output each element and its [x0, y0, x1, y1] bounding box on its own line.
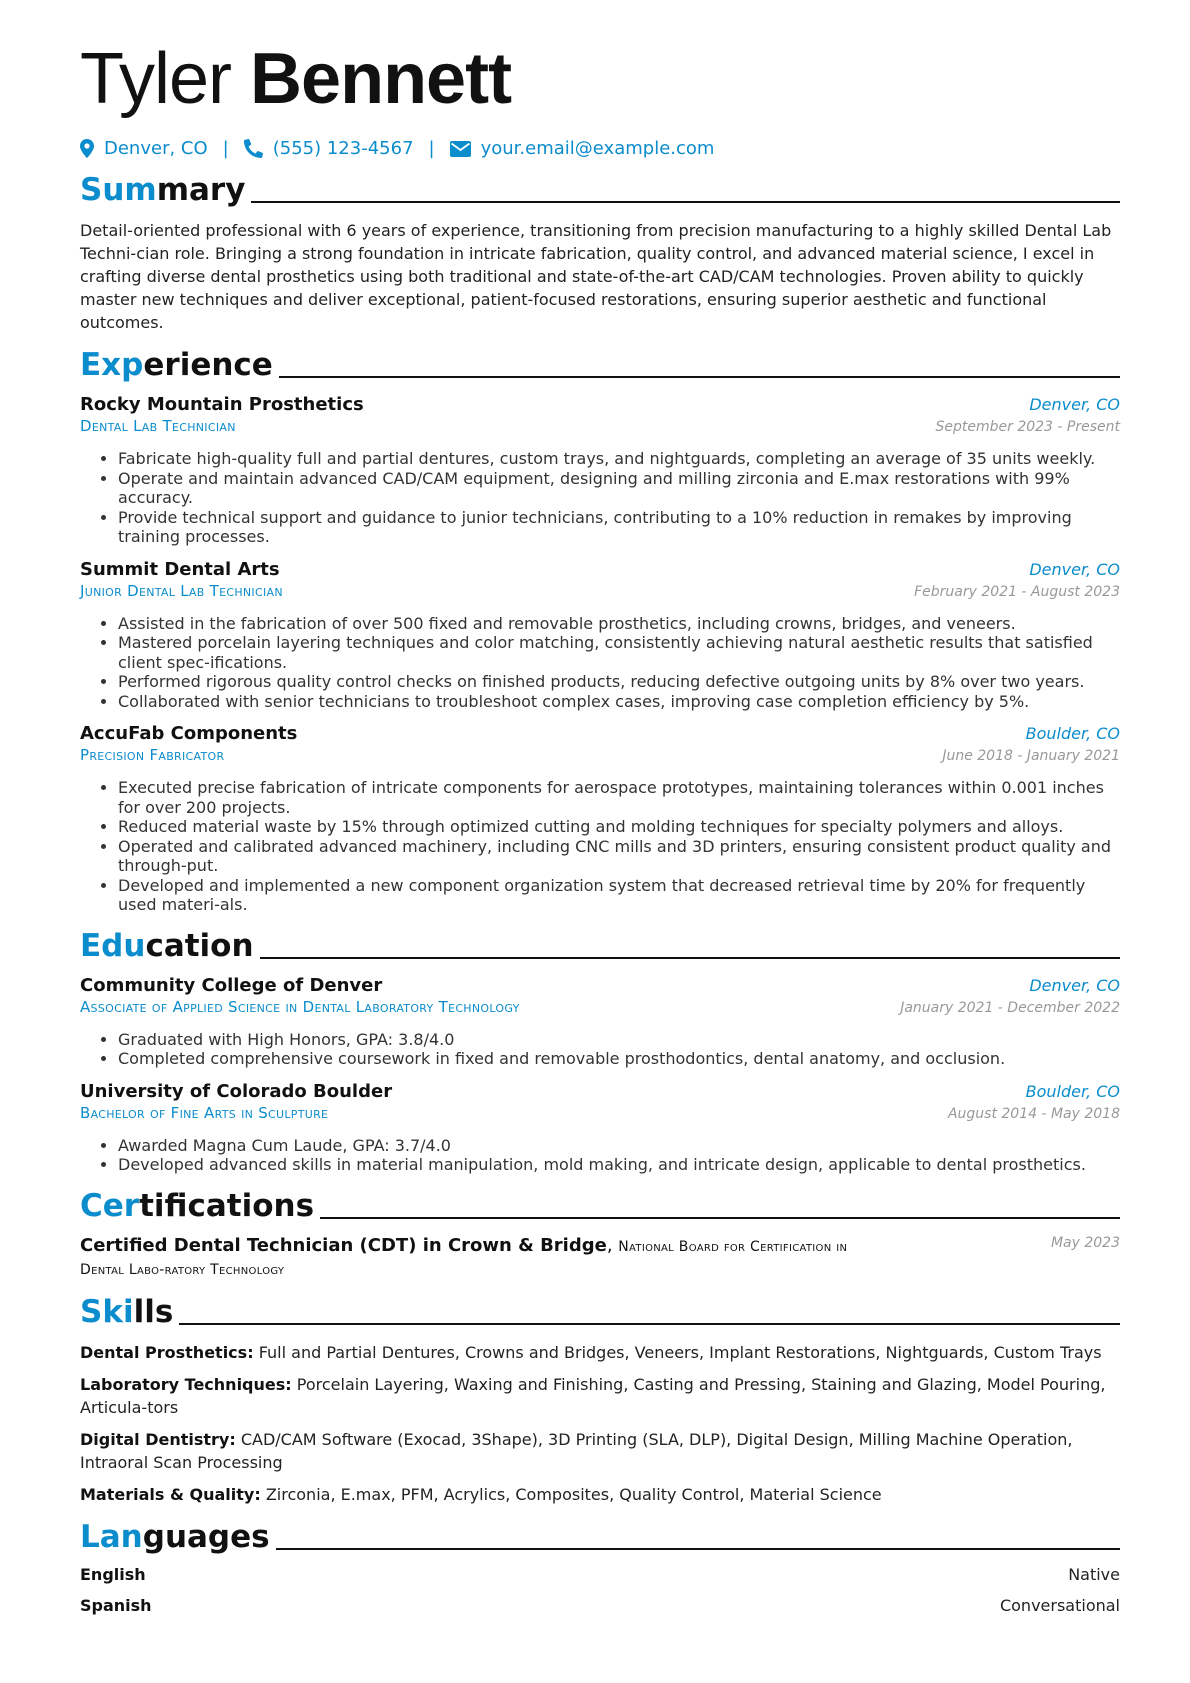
- phone-icon: [244, 139, 263, 158]
- bullet-list: [80, 1136, 1120, 1175]
- candidate-name: [80, 36, 1120, 122]
- language-row: [80, 1564, 1120, 1585]
- skill-values: Full and Partial Dentures, Crowns and Bridges, Veneers, Implant Restorations, Nightguards, Custom Trays: [258, 1342, 1102, 1362]
- employer-name: AccuFab Components: [80, 723, 298, 744]
- heading-accent: Ski: [80, 1293, 134, 1330]
- heading-rule: [279, 376, 1120, 378]
- skill-row: [80, 1373, 1120, 1419]
- language-name: Spanish: [80, 1595, 152, 1615]
- heading-rest: cation: [145, 927, 254, 964]
- heading-rest: lls: [133, 1293, 174, 1330]
- language-row: [80, 1595, 1120, 1616]
- bullet-item: • Assisted in the fabrication of over 500 fixed and removable prosthetics, including crowns, bridges, and veneers.: [118, 614, 1120, 634]
- language-level: Conversational: [999, 1595, 1120, 1615]
- contact-phone[interactable]: [244, 138, 414, 159]
- employer-name: Summit Dental Arts: [80, 558, 280, 580]
- map-pin-icon: [80, 139, 94, 158]
- certification-issuer: National Board for Certification in Dental Labo-ratory Technology: [80, 1238, 848, 1278]
- location-text: Denver, CO: [104, 138, 208, 159]
- bullet-item: • Developed and implemented a new component organization system that decreased retrieval time by 20% for frequently used materi-als.: [118, 876, 1120, 915]
- entry-location: Denver, CO: [1029, 395, 1120, 414]
- heading-rule: [251, 201, 1120, 203]
- heading-rest: tifications: [139, 1187, 315, 1224]
- languages-heading: [80, 1520, 1120, 1554]
- degree-title: Bachelor of Fine Arts in Sculpture: [80, 1103, 329, 1122]
- entry-location: Boulder, CO: [1025, 1081, 1120, 1101]
- heading-accent: Exp: [80, 347, 144, 383]
- heading-accent: Edu: [80, 927, 146, 964]
- bullet-item: • Graduated with High Honors, GPA: 3.8/4.0: [118, 1030, 1120, 1050]
- degree-title: Associate of Applied Science in Dental Laboratory Technology: [80, 997, 520, 1016]
- skill-values: Zirconia, E.max, PFM, Acrylics, Composites, Quality Control, Material Science: [265, 1484, 882, 1504]
- skill-values: Porcelain Layering, Waxing and Finishing, Casting and Pressing, Staining and Glazing, Model Pouring, Articula-tors: [80, 1374, 1106, 1417]
- employer-name: Rocky Mountain Prosthetics: [80, 394, 364, 415]
- bullet-item: • Operate and maintain advanced CAD/CAM equipment, designing and milling zirconia and E.max restorations with 99% accuracy.: [118, 469, 1120, 508]
- contact-location: [80, 138, 208, 159]
- experience-entry: [80, 723, 1120, 915]
- bullet-list: [80, 1030, 1120, 1069]
- heading-rest: guages: [142, 1518, 270, 1555]
- bullet-item: • Mastered porcelain layering techniques and color matching, consistently achieving natural aesthetic results that satisfied client spec-ifications.: [118, 633, 1120, 672]
- certification-name: Certified Dental Technician (CDT) in Crown & Bridge: [80, 1234, 607, 1256]
- contact-email[interactable]: [450, 138, 715, 159]
- bullet-item: • Collaborated with senior technicians to troubleshoot complex cases, improving case completion efficiency by 5%.: [118, 692, 1120, 712]
- bullet-item: • Fabricate high-quality full and partial dentures, custom trays, and nightguards, completing an average of 35 units weekly.: [118, 449, 1120, 469]
- bullet-item: • Developed advanced skills in material manipulation, mold making, and intricate design, applicable to dental prosthetics.: [118, 1155, 1120, 1175]
- entry-location: Denver, CO: [1029, 559, 1120, 579]
- heading-rule: [276, 1548, 1120, 1550]
- heading-accent: Lan: [80, 1518, 143, 1555]
- experience-entry: [80, 559, 1120, 712]
- school-name: Community College of Denver: [80, 974, 383, 996]
- language-name: English: [80, 1564, 146, 1584]
- summary-heading: [80, 173, 1120, 207]
- heading-rule: [320, 1217, 1120, 1219]
- education-entry: [80, 975, 1120, 1069]
- language-level: Native: [1068, 1564, 1120, 1584]
- job-title: Junior Dental Lab Technician: [80, 581, 283, 600]
- school-name: University of Colorado Boulder: [80, 1080, 393, 1102]
- bullet-list: [80, 778, 1120, 915]
- entry-date: February 2021 - August 2023: [914, 583, 1120, 600]
- skill-row: [80, 1341, 1120, 1364]
- entry-date: June 2018 - January 2021: [942, 748, 1120, 764]
- job-title: Precision Fabricator: [80, 746, 225, 764]
- entry-location: Boulder, CO: [1025, 724, 1120, 743]
- email-link: your.email@example.com: [480, 138, 715, 159]
- summary-text: Detail-oriented professional with 6 years of experience, transitioning from precision manufacturing to a highly skilled Dental Lab Techni-cian role. Bringing a strong foundation in intricate fabrication, quality control, and advanced material science, I excel in crafting diverse dental prosthetics using both traditional and state-of-the-art CAD/CAM technologies. Proven ability to quickly master new techniques and deliver exceptional, patient-focused restorations, ensuring superior aesthetic and functional outcomes.: [80, 221, 1112, 332]
- separator: |: [222, 138, 229, 159]
- bullet-item: • Performed rigorous quality control checks on finished products, reducing defective outgoing units by 8% over two years.: [118, 672, 1120, 692]
- skill-category: Materials & Quality:: [80, 1484, 261, 1504]
- phone-text: (555) 123-4567: [272, 138, 414, 159]
- last-name: Bennett: [250, 39, 512, 119]
- skill-row: [80, 1428, 1120, 1474]
- entry-date: September 2023 - Present: [935, 419, 1120, 435]
- certification-entry: [80, 1235, 1120, 1281]
- bullet-item: • Awarded Magna Cum Laude, GPA: 3.7/4.0: [118, 1136, 1120, 1156]
- certification-date: May 2023: [1050, 1234, 1120, 1251]
- heading-rule: [260, 957, 1120, 959]
- heading-rest: erience: [143, 347, 273, 383]
- heading-accent: Sum: [80, 172, 157, 208]
- entry-date: August 2014 - May 2018: [947, 1105, 1120, 1122]
- heading-rule: [179, 1323, 1120, 1325]
- contact-line: [80, 138, 1120, 159]
- certifications-heading: [80, 1189, 1120, 1223]
- skills-heading: [80, 1295, 1120, 1329]
- skill-category: Digital Dentistry:: [80, 1429, 236, 1449]
- education-heading: [80, 929, 1120, 963]
- bullet-item: • Completed comprehensive coursework in fixed and removable prosthodontics, dental anatomy, and occlusion.: [118, 1049, 1120, 1069]
- first-name: Tyler: [80, 39, 232, 119]
- skills-list: [80, 1341, 1120, 1506]
- skill-values: CAD/CAM Software (Exocad, 3Shape), 3D Printing (SLA, DLP), Digital Design, Milling Machine Operation, Intraoral Scan Processing: [80, 1429, 1073, 1472]
- job-title: Dental Lab Technician: [80, 417, 236, 435]
- skill-category: Dental Prosthetics:: [80, 1342, 254, 1362]
- envelope-icon: [450, 141, 471, 157]
- education-entry: [80, 1081, 1120, 1175]
- experience-heading: [80, 348, 1120, 382]
- certification-comma: ,: [606, 1234, 619, 1256]
- bullet-item: • Executed precise fabrication of intricate components for aerospace prototypes, maintaining tolerances within 0.001 inches for over 200 projects.: [118, 778, 1120, 817]
- heading-accent: Cer: [80, 1187, 140, 1224]
- bullet-item: • Provide technical support and guidance to junior technicians, contributing to a 10% reduction in remakes by improving training processes.: [118, 508, 1120, 547]
- bullet-list: [80, 449, 1120, 547]
- entry-location: Denver, CO: [1029, 975, 1120, 995]
- entry-date: January 2021 - December 2022: [900, 999, 1120, 1016]
- bullet-item: • Reduced material waste by 15% through optimized cutting and molding techniques for specialty polymers and alloys.: [118, 817, 1120, 837]
- bullet-list: [80, 614, 1120, 712]
- experience-entry: [80, 394, 1120, 547]
- heading-rest: mary: [156, 172, 246, 208]
- skill-category: Laboratory Techniques:: [80, 1374, 292, 1394]
- bullet-item: • Operated and calibrated advanced machinery, including CNC mills and 3D printers, ensuring consistent product quality and through-put.: [118, 837, 1120, 876]
- separator: |: [428, 138, 435, 159]
- skill-row: [80, 1483, 1120, 1506]
